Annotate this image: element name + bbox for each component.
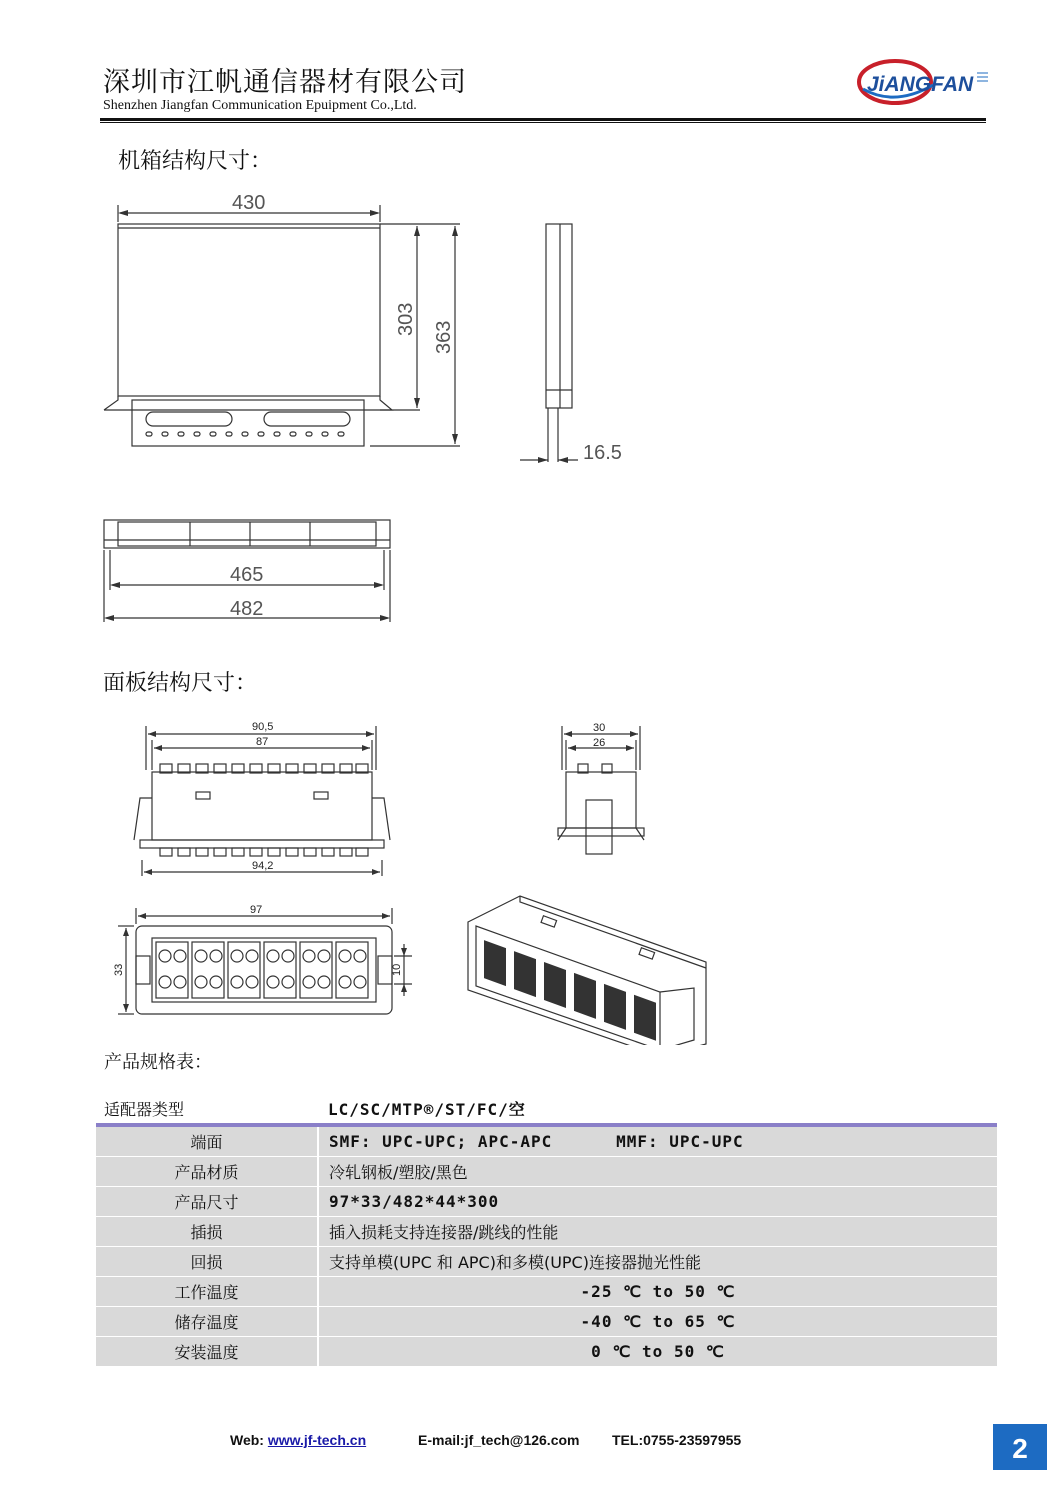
table-row: [96, 1125, 997, 1157]
footer-email: E-mail:jf_tech@126.com: [418, 1432, 580, 1448]
dim-430: 430: [232, 192, 266, 214]
table-row: [96, 1247, 997, 1277]
dim-97: 97: [250, 904, 263, 916]
chassis-drawings: [0, 0, 1060, 650]
dim-363: 363: [433, 320, 455, 354]
table-row: [96, 1337, 997, 1367]
spec-table: [96, 1094, 997, 1367]
footer-web: [230, 1432, 366, 1448]
spec-label: 插损: [96, 1217, 318, 1247]
footer-web-label: Web:: [230, 1432, 264, 1448]
dim-303: 303: [395, 302, 417, 336]
company-name-en: Shenzhen Jiangfan Communication Epuipment Co.,Ltd.: [103, 98, 417, 113]
panel-drawings: [0, 700, 1060, 1045]
spec-label: 安装温度: [96, 1337, 318, 1367]
section-title-panel: 面板结构尺寸：: [103, 671, 258, 696]
spec-value: 0 ℃ to 50 ℃: [318, 1337, 997, 1367]
spec-value: -40 ℃ to 65 ℃: [318, 1307, 997, 1337]
spec-label: 端面: [96, 1125, 318, 1157]
spec-value: SMF: UPC-UPC; APC-APC MMF: UPC-UPC: [318, 1125, 997, 1157]
rear-ports: [156, 942, 368, 998]
dim-87: 87: [256, 736, 269, 748]
footer-tel: TEL:0755-23597955: [612, 1432, 742, 1448]
dim-26: 26: [593, 737, 606, 749]
table-row: [96, 1187, 997, 1217]
dim-94-2: 94,2: [252, 860, 274, 872]
spec-value: 支持单模(UPC 和 APC)和多模(UPC)连接器抛光性能: [318, 1247, 997, 1277]
table-row: [96, 1157, 997, 1187]
front-holes: [146, 432, 344, 436]
dim-30: 30: [593, 722, 606, 734]
rear-fibers: [159, 950, 366, 988]
spec-caption: 产品规格表：: [104, 1052, 212, 1073]
section-title-chassis: 机箱结构尺寸：: [118, 149, 273, 174]
spec-value: 冷轧钢板/塑胶/黑色: [318, 1157, 997, 1187]
page-number: 2: [993, 1424, 1047, 1470]
company-name-cn: 深圳市江帆通信器材有限公司: [103, 67, 467, 98]
spec-label: 回损: [96, 1247, 318, 1277]
table-row: [96, 1277, 997, 1307]
spec-label: 工作温度: [96, 1277, 318, 1307]
dim-482: 482: [230, 598, 264, 620]
dim-10: 10: [391, 963, 403, 976]
dim-465: 465: [230, 564, 264, 586]
spec-value: -25 ℃ to 50 ℃: [318, 1277, 997, 1307]
table-row: [96, 1217, 997, 1247]
spec-header-row: [96, 1094, 997, 1125]
spec-label: 产品尺寸: [96, 1187, 318, 1217]
spec-header-label: 适配器类型: [96, 1094, 318, 1125]
dim-90-5: 90,5: [252, 721, 274, 733]
spec-value: 插入损耗支持连接器/跳线的性能: [318, 1217, 997, 1247]
logo-text: JiANGFAN: [867, 73, 974, 96]
dim-16.5: 16.5: [583, 442, 622, 464]
spec-value: 97*33/482*44*300: [318, 1187, 997, 1217]
spec-header-value: LC/SC/MTP®/ST/FC/空: [318, 1094, 997, 1125]
table-row: [96, 1307, 997, 1337]
panel-ports-bottom: [160, 848, 368, 856]
footer-web-link[interactable]: www.jf-tech.cn: [267, 1432, 367, 1448]
dim-33: 33: [113, 963, 125, 976]
spec-label: 产品材质: [96, 1157, 318, 1187]
spec-label: 储存温度: [96, 1307, 318, 1337]
